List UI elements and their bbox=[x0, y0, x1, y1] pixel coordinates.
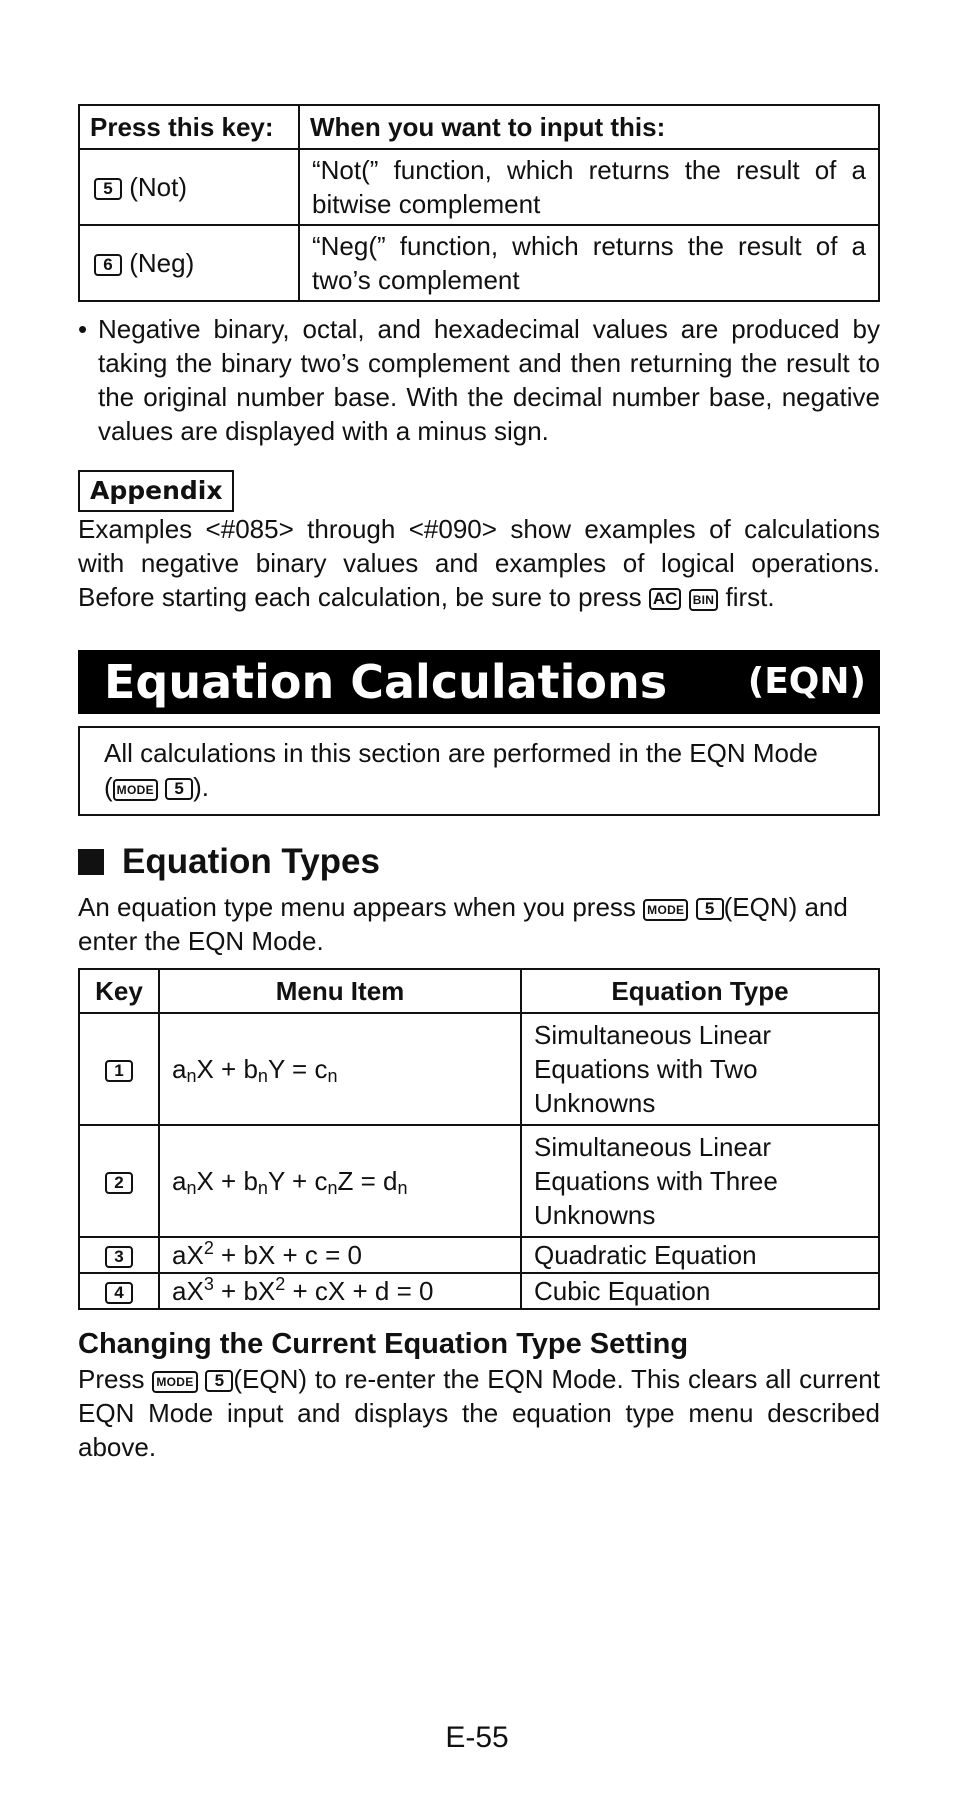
square-bullet-icon bbox=[78, 849, 104, 875]
formula-sup: 2 bbox=[203, 1238, 214, 1258]
appendix-tag: Appendix bbox=[78, 470, 234, 512]
intro-before: An equation type menu appears when you press bbox=[78, 892, 636, 922]
equation-type-cell: Cubic Equation bbox=[521, 1273, 879, 1309]
formula-part: a bbox=[172, 1054, 187, 1084]
equation-type-cell: Simultaneous Linear Equations with Two Unknowns bbox=[521, 1013, 879, 1125]
key-function-table bbox=[78, 104, 880, 302]
paren-close: ). bbox=[193, 772, 209, 802]
changing-setting-title: Changing the Current Equation Type Setting bbox=[78, 1328, 689, 1360]
appendix-body: Examples <#085> through <#090> show examples of calculations with negative binary values and examples of logical operations. Before starting each calculation, be sure to press bbox=[78, 514, 880, 612]
key-cell bbox=[79, 149, 299, 225]
formula-sub: n bbox=[186, 1066, 197, 1086]
mode-note-box bbox=[78, 726, 880, 816]
key-4-icon: 4 bbox=[105, 1282, 133, 1304]
formula-sub: n bbox=[257, 1066, 268, 1086]
formula-part: + bX bbox=[213, 1276, 276, 1306]
paren-open: ( bbox=[104, 772, 113, 802]
formula-part: X + b bbox=[196, 1166, 258, 1196]
note-text: Negative binary, octal, and hexadecimal values are produced by taking the binary two’s complement and then returning the result to the original number base. With the decimal number base, negative values are displayed with a minus sign. bbox=[98, 314, 880, 446]
equation-types-table bbox=[78, 968, 880, 1310]
section-title-banner bbox=[78, 650, 880, 714]
bullet-icon: • bbox=[78, 314, 88, 344]
table-header-input: When you want to input this: bbox=[299, 105, 879, 149]
ac-key-icon: AC bbox=[649, 588, 682, 610]
formula-sup: 2 bbox=[275, 1274, 286, 1294]
key-6-icon: 6 bbox=[94, 254, 122, 276]
function-description: “Not(” function, which returns the result of a bitwise complement bbox=[299, 149, 879, 225]
intro-after: (EQN) and enter the EQN Mode. bbox=[78, 892, 848, 956]
menu-item-cell bbox=[159, 1237, 521, 1273]
formula-part: aX bbox=[172, 1276, 204, 1306]
equation-type-cell: Quadratic Equation bbox=[521, 1237, 879, 1273]
changing-after: (EQN) to re-enter the EQN Mode. This clears all current EQN Mode input and displays the equation type menu described above. bbox=[78, 1364, 880, 1462]
formula-sub: n bbox=[397, 1178, 408, 1198]
menu-item-cell bbox=[159, 1125, 521, 1237]
formula-sub: n bbox=[257, 1178, 268, 1198]
mode-key-icon: MODE bbox=[152, 1371, 197, 1393]
key-5-icon: 5 bbox=[165, 778, 193, 800]
table-row bbox=[79, 1013, 879, 1125]
header-equation-type: Equation Type bbox=[521, 969, 879, 1013]
table-header-row bbox=[79, 969, 879, 1013]
formula-part: Z = d bbox=[337, 1166, 398, 1196]
mode-note-text: All calculations in this section are performed in the EQN Mode bbox=[104, 738, 818, 768]
table-row bbox=[79, 149, 879, 225]
equation-types-heading bbox=[78, 840, 880, 884]
formula-part: Y + c bbox=[267, 1166, 328, 1196]
table-row bbox=[79, 1125, 879, 1237]
page-number: E-55 bbox=[445, 1721, 509, 1754]
formula-part: aX bbox=[172, 1240, 204, 1270]
key-cell bbox=[79, 225, 299, 301]
bullet-note bbox=[78, 312, 880, 448]
table-row bbox=[79, 1273, 879, 1309]
formula-sub: n bbox=[186, 1178, 197, 1198]
key-label: (Neg) bbox=[129, 248, 195, 278]
menu-item-cell bbox=[159, 1013, 521, 1125]
equation-types-intro bbox=[78, 890, 880, 958]
key-cell bbox=[79, 1013, 159, 1125]
formula-sub: n bbox=[327, 1178, 338, 1198]
table-header-key: Press this key: bbox=[79, 105, 299, 149]
key-2-icon: 2 bbox=[105, 1172, 133, 1194]
bin-key-icon: BIN bbox=[689, 589, 719, 611]
key-5-icon: 5 bbox=[94, 178, 122, 200]
table-row bbox=[79, 1237, 879, 1273]
formula-sub: n bbox=[327, 1066, 338, 1086]
formula-part: + cX + d = 0 bbox=[285, 1276, 434, 1306]
function-description: “Neg(” function, which returns the result of a two’s complement bbox=[299, 225, 879, 301]
header-menu-item: Menu Item bbox=[159, 969, 521, 1013]
manual-page bbox=[78, 104, 880, 1464]
table-header-row bbox=[79, 105, 879, 149]
key-cell bbox=[79, 1237, 159, 1273]
key-3-icon: 3 bbox=[105, 1246, 133, 1268]
formula-part: + bX + c = 0 bbox=[213, 1240, 362, 1270]
key-1-icon: 1 bbox=[105, 1060, 133, 1082]
changing-before: Press bbox=[78, 1364, 145, 1394]
section-mode: (EQN) bbox=[747, 661, 866, 702]
heading-text: Equation Types bbox=[122, 842, 380, 881]
table-row bbox=[79, 225, 879, 301]
formula-part: Y = c bbox=[267, 1054, 328, 1084]
key-label: (Not) bbox=[129, 172, 188, 202]
key-5-icon: 5 bbox=[696, 898, 724, 920]
menu-item-cell bbox=[159, 1273, 521, 1309]
mode-key-icon: MODE bbox=[643, 899, 688, 921]
header-key: Key bbox=[79, 969, 159, 1013]
key-cell bbox=[79, 1125, 159, 1237]
key-cell bbox=[79, 1273, 159, 1309]
formula-sup: 3 bbox=[203, 1274, 214, 1294]
key-5-icon: 5 bbox=[205, 1370, 233, 1392]
appendix-text bbox=[78, 512, 880, 614]
changing-setting-text bbox=[78, 1362, 880, 1464]
formula-part: a bbox=[172, 1166, 187, 1196]
mode-key-icon: MODE bbox=[113, 779, 158, 801]
appendix-after: first. bbox=[725, 582, 775, 612]
equation-type-cell: Simultaneous Linear Equations with Three Unknowns bbox=[521, 1125, 879, 1237]
section-title: Equation Calculations bbox=[104, 655, 668, 709]
formula-part: X + b bbox=[196, 1054, 258, 1084]
